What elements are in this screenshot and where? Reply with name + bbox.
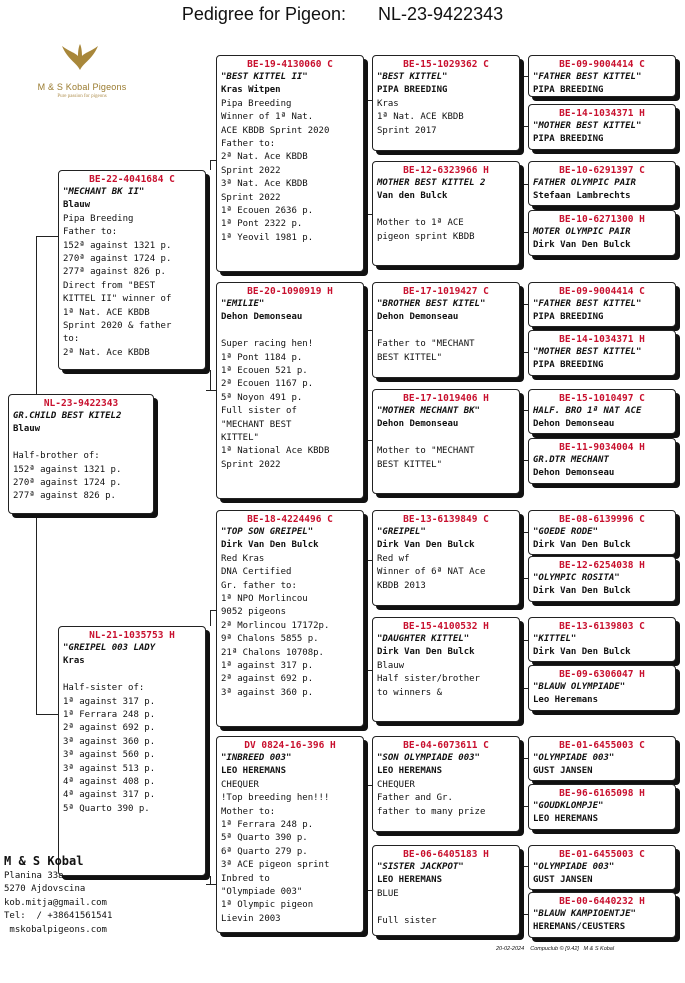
- pigeon-owner: GUST JANSEN: [533, 875, 593, 886]
- pigeon-note: 4ª against 408 p.: [63, 777, 156, 788]
- breeder-email[interactable]: kob.mitja@gmail.com: [4, 897, 107, 908]
- connector-line: [206, 390, 216, 391]
- pigeon-note: [377, 901, 515, 914]
- pigeon-note: 5ª Quarto 390 p.: [63, 803, 150, 814]
- pigeon-note: to winners &: [377, 687, 443, 698]
- pigeon-note: Mother to 1ª ACE: [377, 218, 464, 229]
- pigeon-owner: Dehon Demonseau: [377, 312, 459, 323]
- pigeon-name: "FATHER BEST KITTEL": [533, 72, 642, 82]
- pigeon-note: 152ª against 1321 p.: [13, 464, 122, 475]
- pigeon-owner: LEO HEREMANS: [221, 766, 287, 777]
- pigeon-note: Sprint 2017: [377, 125, 437, 136]
- pigeon-note: BEST KITTEL": [377, 352, 443, 363]
- pigeon-name: "BEST KITTEL": [377, 72, 448, 82]
- pigeon-note: to:: [63, 334, 80, 345]
- pigeon-note: [377, 432, 515, 445]
- pigeon-logo-icon: [60, 40, 100, 74]
- pigeon-owner: PIPA BREEDING: [533, 134, 604, 145]
- pigeon-note: CHEQUER: [221, 779, 259, 790]
- pigeon-note: Pipa Breeding: [221, 98, 292, 109]
- pedigree-card[interactable]: [216, 282, 364, 499]
- ring-number: BE-17-1019427 C: [403, 286, 489, 297]
- pigeon-owner: Blauw: [13, 424, 41, 435]
- pigeon-owner: Dirk Van Den Bulck: [221, 540, 319, 551]
- pigeon-note: 277ª against 826 p.: [13, 491, 116, 502]
- ring-number: BE-09-6306047 H: [559, 669, 645, 680]
- pigeon-note: Winner of 1ª Nat.: [221, 112, 314, 123]
- title-ring: NL-23-9422343: [378, 4, 504, 24]
- pigeon-owner: Dehon Demonseau: [533, 468, 615, 479]
- pigeon-note: Full sister of: [221, 406, 297, 417]
- pigeon-owner: LEO HEREMANS: [377, 766, 443, 777]
- logo-brand: M & S Kobal Pigeons: [37, 82, 127, 92]
- pigeon-note: Father to "MECHANT: [377, 339, 475, 350]
- pigeon-note: 1ª Ferrara 248 p.: [63, 710, 156, 721]
- pigeon-note: Inbred to: [221, 873, 270, 884]
- pedigree-card[interactable]: [216, 55, 364, 272]
- ring-number: NL-21-1035753 H: [89, 630, 175, 641]
- pedigree-card[interactable]: [528, 389, 676, 434]
- pigeon-note: 3ª ACE pigeon sprint: [221, 860, 330, 871]
- pigeon-owner: Kras Witpen: [221, 85, 281, 96]
- pigeon-name: "BROTHER BEST KITEL": [377, 299, 486, 309]
- pigeon-owner: Dehon Demonseau: [377, 419, 459, 430]
- pigeon-note: father to many prize: [377, 806, 486, 817]
- pigeon-name: "SON OLYMPIADE 003": [377, 753, 480, 763]
- pigeon-note: 1ª NPO Morlincou: [221, 594, 308, 605]
- pigeon-name: MOTER OLYMPIC PAIR: [533, 227, 631, 237]
- pedigree-card[interactable]: [528, 845, 676, 890]
- pigeon-note: Sprint 2022: [221, 165, 281, 176]
- pedigree-card[interactable]: [528, 784, 676, 830]
- connector-line: [210, 370, 211, 390]
- ring-number: BE-09-9004414 C: [559, 286, 645, 297]
- pigeon-owner: Dirk Van Den Bulck: [377, 647, 475, 658]
- breeder-address: Planina 33a: [4, 871, 64, 881]
- pigeon-note: 9052 pigeons: [221, 607, 287, 618]
- pedigree-card[interactable]: [372, 389, 520, 494]
- pigeon-name: "BLAUW OLYMPIADE": [533, 682, 626, 692]
- pigeon-name: "GREIPEL": [377, 527, 426, 537]
- pigeon-name: "KITTEL": [533, 634, 577, 644]
- pedigree-card[interactable]: [528, 736, 676, 781]
- pigeon-note: 1ª against 317 p.: [63, 696, 156, 707]
- pedigree-card[interactable]: [528, 438, 676, 484]
- pigeon-owner: PIPA BREEDING: [533, 85, 604, 96]
- pigeon-name: "INBREED 003": [221, 753, 292, 763]
- pedigree-card[interactable]: [372, 736, 520, 832]
- kobal-logo: [22, 40, 142, 99]
- pigeon-note: Direct from "BEST: [63, 280, 156, 291]
- pigeon-owner: Dirk Van Den Bulck: [533, 540, 631, 551]
- pigeon-name: "EMILIE": [221, 299, 265, 309]
- ring-number: BE-18-4224496 C: [247, 514, 333, 525]
- pigeon-owner: PIPA BREEDING: [377, 85, 448, 96]
- pigeon-note: KBDB 2013: [377, 580, 426, 591]
- pigeon-owner: Leo Heremans: [533, 695, 599, 706]
- pigeon-name: "GOEDE RODE": [533, 527, 599, 537]
- pigeon-note: 9ª Chalons 5855 p.: [221, 634, 319, 645]
- pigeon-owner: Dehon Demonseau: [533, 419, 615, 430]
- pigeon-note: 2ª Ecouen 1167 p.: [221, 379, 314, 390]
- pigeon-note: 6ª Quarto 279 p.: [221, 846, 308, 857]
- footer-stamp: 20-02-2024 Compuclub © [9.42] M & S Kobal: [496, 946, 615, 952]
- pigeon-name: "OLYMPIC ROSITA": [533, 573, 620, 583]
- pigeon-owner: HEREMANS/CEUSTERS: [533, 922, 626, 933]
- pigeon-note: 152ª against 1321 p.: [63, 240, 172, 251]
- connector-line: [210, 610, 211, 626]
- pigeon-note: "Olympiade 003": [221, 887, 303, 898]
- pigeon-owner: GUST JANSEN: [533, 766, 593, 777]
- breeder-phone: Tel: / +38641561541: [4, 911, 113, 922]
- connector-line: [210, 160, 211, 170]
- pigeon-owner: PIPA BREEDING: [533, 360, 604, 371]
- pigeon-note: 21ª Chalons 10708p.: [221, 647, 324, 658]
- pigeon-note: 3ª against 513 p.: [63, 763, 156, 774]
- ring-number: BE-04-6073611 C: [403, 740, 489, 751]
- pigeon-note: 1ª Nat. ACE KBDB: [63, 307, 150, 318]
- pigeon-note: 1ª against 317 p.: [221, 661, 314, 672]
- ring-number: BE-09-9004414 C: [559, 59, 645, 70]
- pigeon-note: 3ª against 560 p.: [63, 750, 156, 761]
- pigeon-note: Mother to "MECHANT: [377, 446, 475, 457]
- pigeon-name: "OLYMPIADE 003": [533, 862, 615, 872]
- pigeon-name: "OLYMPIADE 003": [533, 753, 615, 763]
- pigeon-note: 2ª Nat. Ace KBDB: [221, 152, 308, 163]
- pigeon-note: 5ª Noyon 491 p.: [221, 392, 303, 403]
- pigeon-note: Father to:: [63, 227, 118, 238]
- connector-line: [36, 514, 37, 714]
- ring-number: BE-15-4100532 H: [403, 621, 489, 632]
- pedigree-card[interactable]: [528, 510, 676, 555]
- pigeon-name: GR.DTR MECHANT: [533, 455, 609, 465]
- pigeon-name: "MOTHER BEST KITTEL": [533, 121, 642, 131]
- breeder-info: [4, 852, 112, 937]
- connector-line: [36, 236, 37, 394]
- pigeon-note: 1ª National Ace KBDB: [221, 446, 330, 457]
- pigeon-note: pigeon sprint KBDB: [377, 231, 475, 242]
- pedigree-card[interactable]: [528, 210, 676, 256]
- pigeon-note: 3ª against 360 p.: [63, 736, 156, 747]
- pigeon-note: CHEQUER: [377, 779, 415, 790]
- pedigree-card[interactable]: [8, 394, 154, 514]
- pedigree-card[interactable]: [372, 161, 520, 266]
- ring-number: BE-08-6139996 C: [559, 514, 645, 525]
- pigeon-owner: PIPA BREEDING: [533, 312, 604, 323]
- pigeon-note: Blauw: [377, 660, 405, 671]
- ring-number: BE-17-1019406 H: [403, 393, 489, 404]
- pigeon-name: "FATHER BEST KITTEL": [533, 299, 642, 309]
- connector-line: [206, 884, 216, 885]
- pigeon-note: Pipa Breeding: [63, 213, 134, 224]
- pedigree-card[interactable]: [528, 161, 676, 206]
- pigeon-name: GR.CHILD BEST KITEL2: [13, 411, 122, 421]
- ring-number: BE-01-6455003 C: [559, 849, 645, 860]
- pigeon-owner: Dirk Van Den Bulck: [533, 647, 631, 658]
- pigeon-owner: Blauw: [63, 200, 91, 211]
- pedigree-card[interactable]: [216, 736, 364, 933]
- pedigree-card[interactable]: [372, 55, 520, 151]
- pigeon-note: KITTEL II" winner of: [63, 294, 172, 305]
- pigeon-name: "DAUGHTER KITTEL": [377, 634, 470, 644]
- ring-number: BE-11-9034004 H: [559, 442, 645, 453]
- ring-number: BE-15-1029362 C: [403, 59, 489, 70]
- pigeon-note: Kras: [377, 98, 399, 109]
- ring-number: NL-23-9422343: [43, 398, 119, 409]
- pigeon-note: Lievin 2003: [221, 913, 281, 924]
- pigeon-owner: LEO HEREMANS: [533, 814, 599, 825]
- pedigree-card[interactable]: [528, 665, 676, 711]
- pigeon-note: 2ª against 692 p.: [221, 674, 314, 685]
- pigeon-note: 3ª Nat. Ace KBDB: [221, 179, 308, 190]
- ring-number: BE-19-4130060 C: [247, 59, 333, 70]
- breeder-name: M & S Kobal: [4, 854, 84, 868]
- ring-number: BE-00-6440232 H: [559, 896, 645, 907]
- ring-number: BE-13-6139803 C: [559, 621, 645, 632]
- pigeon-note: 1ª Pont 2322 p.: [221, 219, 303, 230]
- pedigree-card[interactable]: [372, 845, 520, 936]
- pedigree-card[interactable]: [58, 626, 206, 876]
- pedigree-card[interactable]: [528, 892, 676, 938]
- ring-number: DV 0824-16-396 H: [244, 740, 336, 751]
- breeder-website[interactable]: mskobalpigeons.com: [4, 924, 107, 935]
- pigeon-owner: Kras: [63, 656, 85, 667]
- pedigree-card[interactable]: [58, 170, 206, 370]
- pigeon-note: 277ª against 826 p.: [63, 267, 166, 278]
- pedigree-card[interactable]: [528, 104, 676, 150]
- pigeon-note: 270ª against 1724 p.: [63, 254, 172, 265]
- ring-number: BE-15-1010497 C: [559, 393, 645, 404]
- pigeon-note: Sprint 2022: [221, 192, 281, 203]
- breeder-city: 5270 Ajdovscina: [4, 884, 86, 895]
- pedigree-card[interactable]: [528, 330, 676, 376]
- pedigree-card[interactable]: [372, 282, 520, 378]
- connector-line: [36, 714, 58, 715]
- pigeon-note: 1ª Ecouen 2636 p.: [221, 206, 314, 217]
- pigeon-owner: Dehon Demonseau: [221, 312, 303, 323]
- pigeon-note: [63, 669, 201, 682]
- pigeon-name: MOTHER BEST KITTEL 2: [377, 178, 486, 188]
- pigeon-name: "BLAUW KAMPIOENTJE": [533, 909, 636, 919]
- pigeon-name: "BEST KITTEL II": [221, 72, 308, 82]
- pigeon-name: "MECHANT BK II": [63, 187, 145, 197]
- pigeon-name: "SISTER JACKPOT": [377, 862, 464, 872]
- pigeon-note: Gr. father to:: [221, 580, 297, 591]
- pigeon-note: Full sister: [377, 915, 437, 926]
- pedigree-card[interactable]: [372, 510, 520, 606]
- pigeon-note: 5ª Quarto 390 p.: [221, 833, 308, 844]
- pigeon-note: Half-sister of:: [63, 683, 145, 694]
- pigeon-note: [377, 204, 515, 217]
- pigeon-note: BEST KITTEL": [377, 459, 443, 470]
- pigeon-name: HALF. BRO 1ª NAT ACE: [533, 406, 642, 416]
- pigeon-owner: Stefaan Lambrechts: [533, 191, 631, 202]
- pigeon-note: Sprint 2020 & father: [63, 321, 172, 332]
- pigeon-name: "TOP SON GREIPEL": [221, 527, 314, 537]
- pigeon-note: Sprint 2022: [221, 459, 281, 470]
- pigeon-name: "GREIPEL 003 LADY: [63, 643, 156, 653]
- pedigree-card[interactable]: [528, 556, 676, 602]
- pigeon-note: 2ª Nat. Ace KBDB: [63, 347, 150, 358]
- pigeon-note: 2ª against 692 p.: [63, 723, 156, 734]
- pigeon-note: [13, 437, 149, 450]
- ring-number: BE-10-6291397 C: [559, 165, 645, 176]
- pigeon-note: Winner of 6ª NAT Ace: [377, 567, 486, 578]
- pigeon-name: "GOUDKLOMPJE": [533, 801, 604, 811]
- pigeon-note: Half sister/brother: [377, 674, 480, 685]
- pigeon-owner: Van den Bulck: [377, 191, 448, 202]
- pigeon-note: ACE KBDB Sprint 2020: [221, 125, 330, 136]
- pigeon-note: Half-brother of:: [13, 451, 100, 462]
- ring-number: BE-14-1034371 H: [559, 108, 645, 119]
- pigeon-note: BLUE: [377, 888, 399, 899]
- pigeon-note: !Top breeding hen!!!: [221, 793, 330, 804]
- pigeon-note: 270ª against 1724 p.: [13, 478, 122, 489]
- pigeon-note: KITTEL": [221, 433, 259, 444]
- pigeon-note: 1ª Pont 1184 p.: [221, 352, 303, 363]
- pigeon-note: Super racing hen!: [221, 339, 314, 350]
- pedigree-card[interactable]: [528, 55, 676, 97]
- connector-line: [36, 236, 58, 237]
- ring-number: BE-06-6405183 H: [403, 849, 489, 860]
- pigeon-owner: Dirk Van Den Bulck: [377, 540, 475, 551]
- ring-number: BE-13-6139849 C: [403, 514, 489, 525]
- pigeon-note: "MECHANT BEST: [221, 419, 292, 430]
- pigeon-owner: Dirk Van Den Bulck: [533, 240, 631, 251]
- connector-line: [210, 876, 211, 884]
- ring-number: BE-10-6271300 H: [559, 214, 645, 225]
- pigeon-note: Father and Gr.: [377, 793, 453, 804]
- pigeon-owner: LEO HEREMANS: [377, 875, 443, 886]
- pigeon-note: [377, 325, 515, 338]
- pigeon-note: Red wf: [377, 553, 410, 564]
- pigeon-note: 1ª Nat. ACE KBDB: [377, 112, 464, 123]
- page-title: [0, 4, 685, 25]
- pigeon-note: 1ª Ferrara 248 p.: [221, 820, 314, 831]
- pigeon-note: Red Kras: [221, 553, 265, 564]
- pigeon-note: 4ª against 317 p.: [63, 790, 156, 801]
- pigeon-note: DNA Certified: [221, 567, 292, 578]
- pigeon-owner: Dirk Van Den Bulck: [533, 586, 631, 597]
- pedigree-card[interactable]: [372, 617, 520, 722]
- pigeon-note: 1ª Yeovil 1981 p.: [221, 232, 314, 243]
- pigeon-note: 2ª Morlincou 17172p.: [221, 620, 330, 631]
- pigeon-note: 1ª Olympic pigeon: [221, 900, 314, 911]
- ring-number: BE-22-4041684 C: [89, 174, 175, 185]
- pigeon-name: "MOTHER BEST KITTEL": [533, 347, 642, 357]
- pigeon-note: 3ª against 360 p.: [221, 687, 314, 698]
- ring-number: BE-12-6323966 H: [403, 165, 489, 176]
- ring-number: BE-12-6254038 H: [559, 560, 645, 571]
- ring-number: BE-01-6455003 C: [559, 740, 645, 751]
- pedigree-card[interactable]: [528, 282, 676, 327]
- logo-tagline: Pure passion for pigeons: [57, 94, 107, 99]
- pigeon-note: [221, 325, 359, 338]
- ring-number: BE-14-1034371 H: [559, 334, 645, 345]
- pigeon-name: "MOTHER MECHANT BK": [377, 406, 480, 416]
- ring-number: BE-20-1090919 H: [247, 286, 333, 297]
- pedigree-card[interactable]: [528, 617, 676, 662]
- pigeon-note: 1ª Ecouen 521 p.: [221, 366, 308, 377]
- pigeon-name: FATHER OLYMPIC PAIR: [533, 178, 636, 188]
- ring-number: BE-96-6165098 H: [559, 788, 645, 799]
- pigeon-note: Mother to:: [221, 806, 276, 817]
- title-label: Pedigree for Pigeon:: [181, 4, 346, 24]
- pigeon-note: Father to:: [221, 139, 276, 150]
- pedigree-card[interactable]: [216, 510, 364, 727]
